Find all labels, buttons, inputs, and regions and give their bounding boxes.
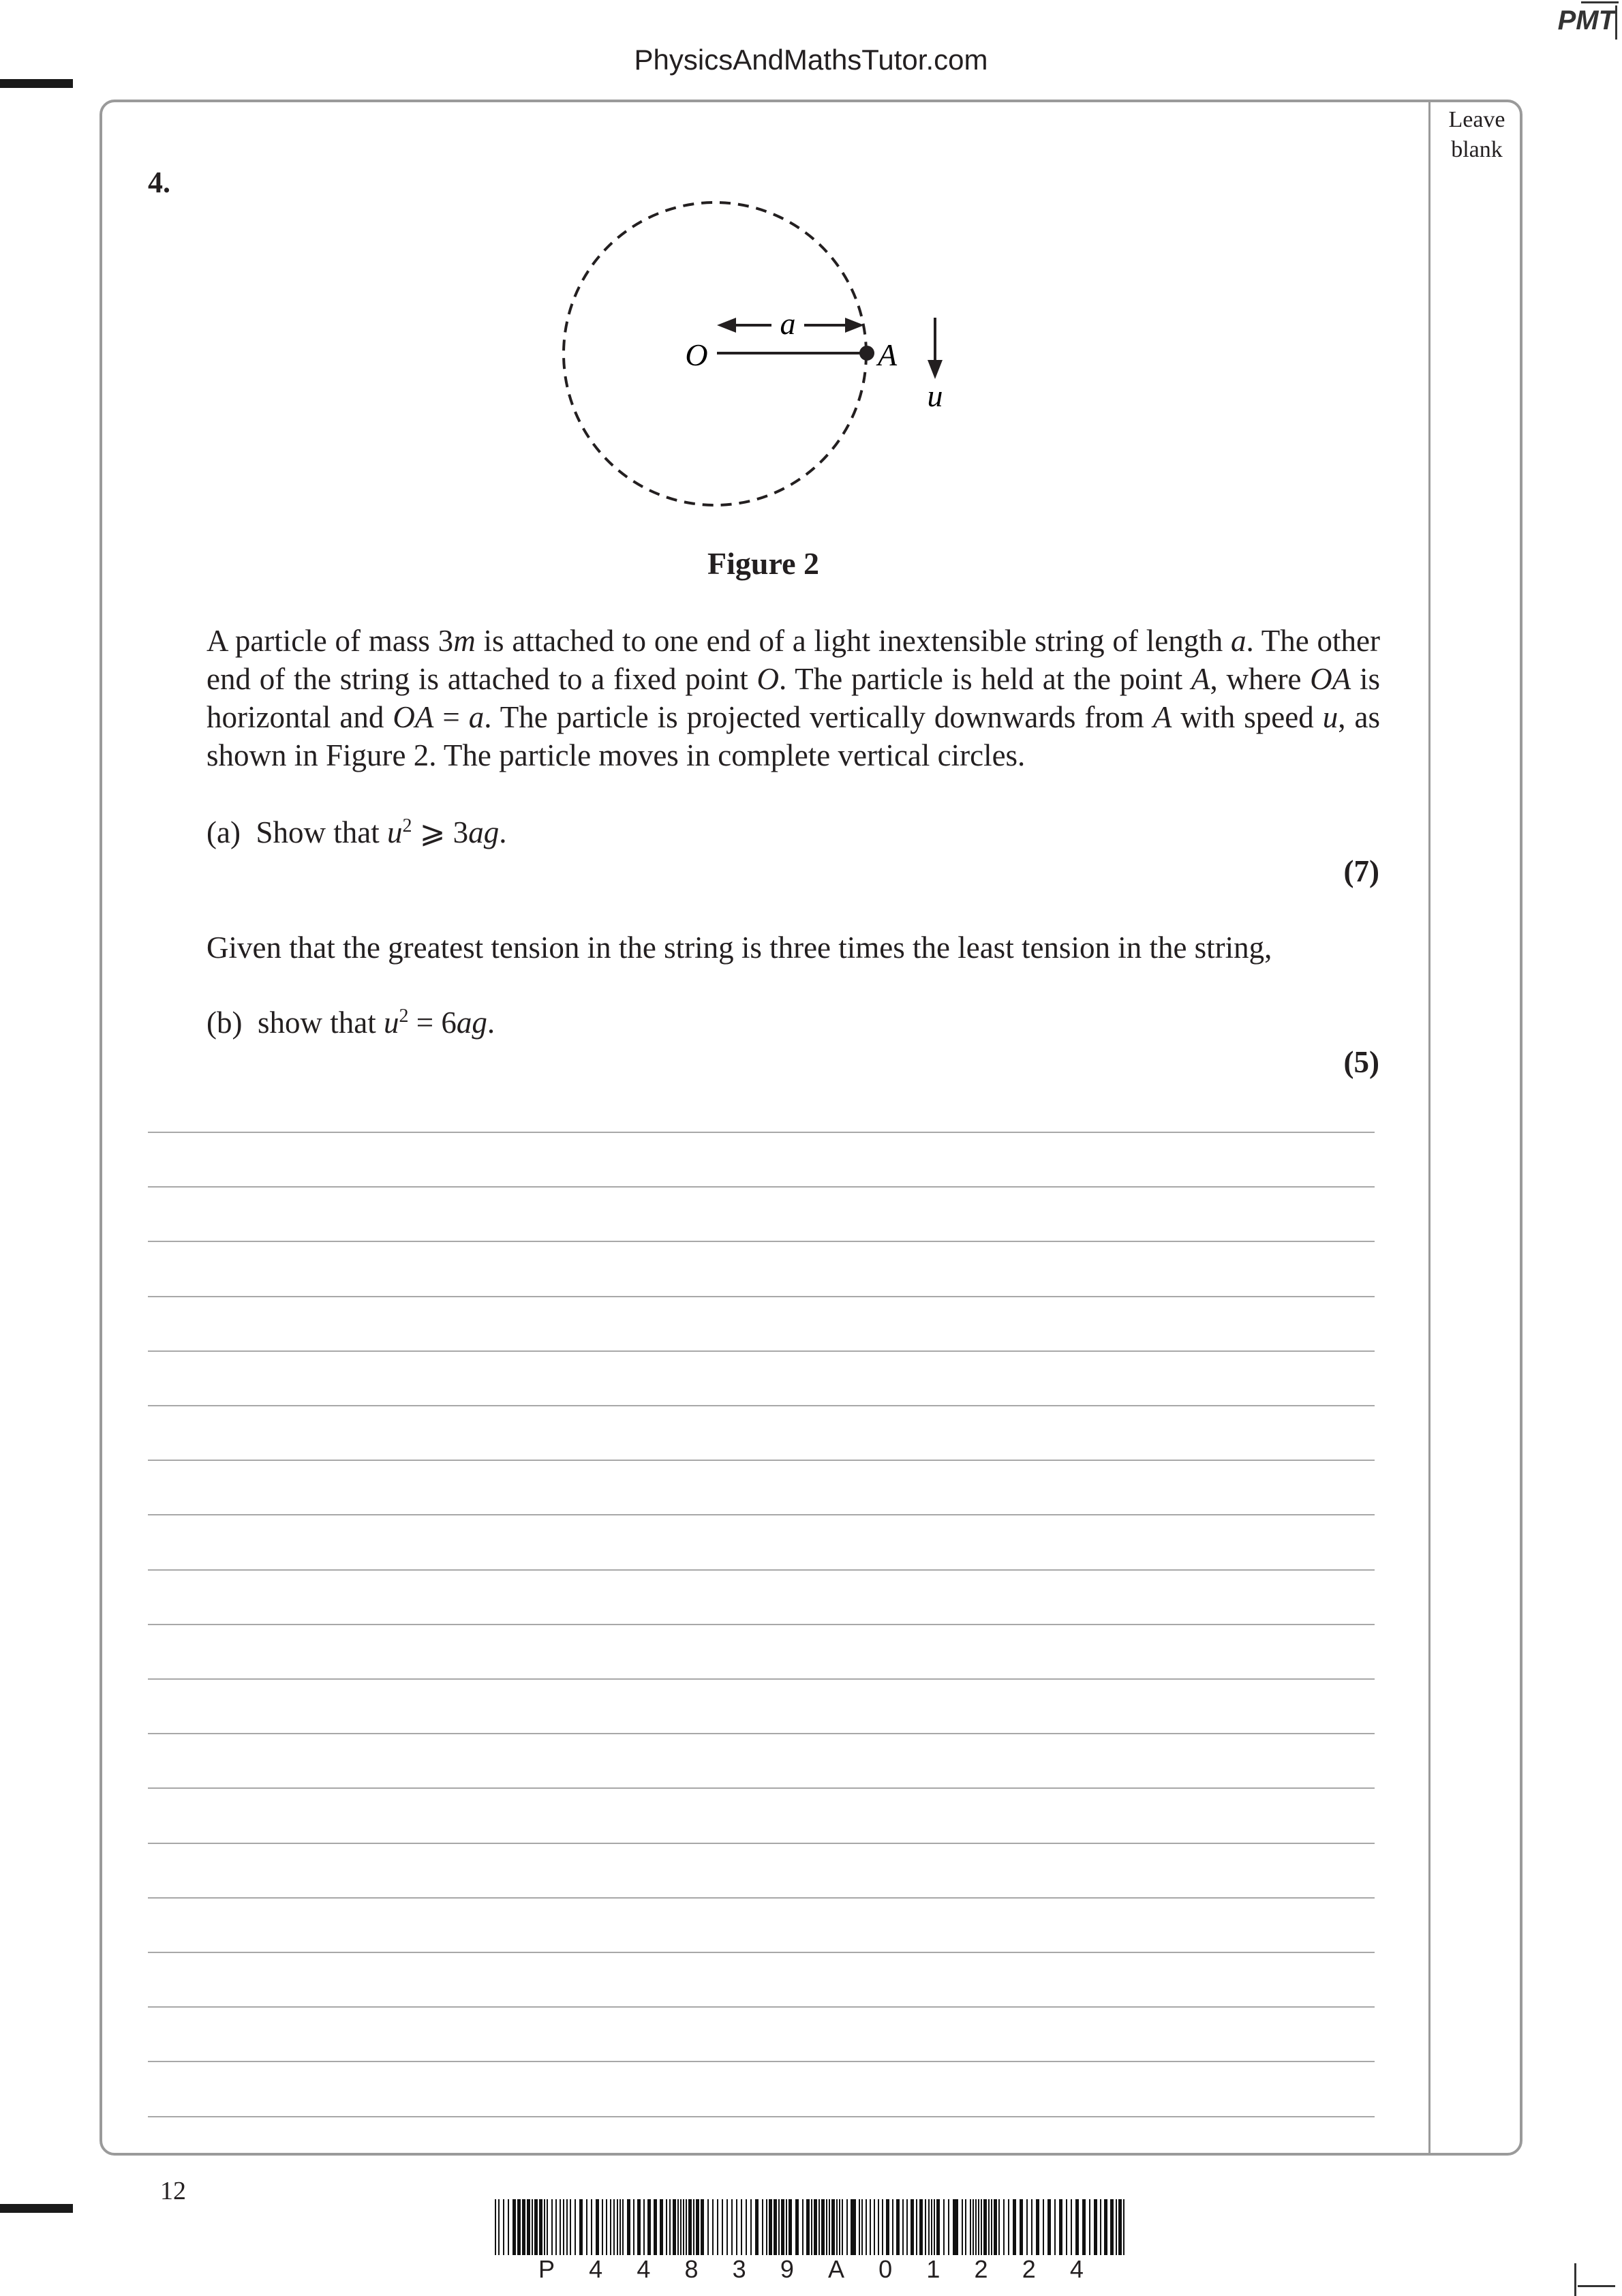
- barcode-bar: [874, 2199, 875, 2255]
- barcode-bar: [826, 2199, 827, 2255]
- label-A: A: [877, 337, 898, 372]
- barcode-bar: [836, 2199, 838, 2255]
- barcode-bar: [811, 2199, 812, 2255]
- barcode-bar: [566, 2199, 568, 2255]
- barcode-char: P: [538, 2255, 555, 2283]
- barcode-bar: [948, 2199, 949, 2255]
- question-text: A particle of mass 3m is attached to one end of a light inextensible string of length a. The other end of the string is attached to a fixed point O. The particle is held at the point A, where OA is horizontal and OA = a. The particle is projected vertically downwards from A with speed u, as shown in Figure 2. The particle moves in complete vertical circles.: [206, 624, 1381, 772]
- barcode-bar: [994, 2199, 997, 2255]
- barcode-char: 0: [878, 2255, 893, 2283]
- barcode-bar: [596, 2199, 599, 2255]
- label-u: u: [927, 378, 943, 413]
- part-b-label: (b): [206, 1006, 243, 1040]
- marks-a: (7): [1343, 854, 1379, 888]
- barcode-bar: [892, 2199, 893, 2255]
- barcode-bar: [602, 2199, 603, 2255]
- barcode-bar: [1036, 2199, 1039, 2255]
- barcode-bar: [512, 2199, 516, 2255]
- barcode-bar: [1089, 2199, 1090, 2255]
- barcode-bar: [802, 2199, 804, 2255]
- barcode-bar: [1110, 2199, 1114, 2255]
- barcode-bar: [882, 2199, 883, 2255]
- answer-line[interactable]: [148, 1132, 1375, 1133]
- barcode-bar: [1082, 2199, 1086, 2255]
- barcode-bar: [934, 2199, 935, 2255]
- barcode-bar: [1118, 2199, 1122, 2255]
- barcode-bar: [861, 2199, 863, 2255]
- barcode-bar: [560, 2199, 561, 2255]
- site-header: PhysicsAndMathsTutor.com: [634, 44, 988, 76]
- barcode-bar: [970, 2199, 971, 2255]
- barcode-bar: [503, 2199, 504, 2255]
- barcode-bar: [851, 2199, 856, 2255]
- answer-line[interactable]: [148, 1843, 1375, 1844]
- barcode-bar: [688, 2199, 692, 2255]
- barcode-bar: [839, 2199, 840, 2255]
- answer-line[interactable]: [148, 1514, 1375, 1515]
- barcode-bar: [633, 2199, 634, 2255]
- barcode-bar: [563, 2199, 564, 2255]
- barcode-bar: [677, 2199, 679, 2255]
- barcode-bar: [906, 2199, 908, 2255]
- answer-line[interactable]: [148, 1186, 1375, 1188]
- barcode-bar: [1059, 2199, 1062, 2255]
- barcode-bar: [534, 2199, 538, 2255]
- barcode-bar: [831, 2199, 835, 2255]
- barcode-bar: [555, 2199, 557, 2255]
- barcode-bar: [806, 2199, 810, 2255]
- barcode-bar: [925, 2199, 926, 2255]
- barcode-bar: [1031, 2199, 1032, 2255]
- barcode-bar: [666, 2199, 667, 2255]
- leave-blank-divider: [1428, 101, 1430, 2154]
- barcode-bar: [981, 2199, 982, 2255]
- barcode-bar: [781, 2199, 784, 2255]
- barcode-bar: [962, 2199, 963, 2255]
- barcode-char: 4: [589, 2255, 603, 2283]
- barcode-bar: [755, 2199, 759, 2255]
- barcode-bar: [619, 2199, 621, 2255]
- part-a-label: (a): [206, 815, 241, 849]
- barcode-bar: [539, 2199, 542, 2255]
- barcode-bar: [610, 2199, 611, 2255]
- barcode-bar: [762, 2199, 763, 2255]
- barcode-bar: [1100, 2199, 1101, 2255]
- barcode-char: 9: [780, 2255, 794, 2283]
- barcode-char: 2: [974, 2255, 988, 2283]
- barcode-bar: [1013, 2199, 1016, 2255]
- page-number: 12: [160, 2177, 186, 2205]
- barcode-bar: [643, 2199, 645, 2255]
- barcode-bar: [1116, 2199, 1117, 2255]
- barcode: [495, 2199, 1129, 2255]
- barcode-bar: [717, 2199, 718, 2255]
- barcode-bar: [991, 2199, 992, 2255]
- barcode-bar: [508, 2199, 509, 2255]
- barcode-bar: [911, 2199, 914, 2255]
- figure-caption: Figure 2: [707, 546, 819, 581]
- barcode-bar: [606, 2199, 607, 2255]
- barcode-bar: [896, 2199, 900, 2255]
- marks-b: (5): [1343, 1045, 1379, 1079]
- barcode-bar: [527, 2199, 530, 2255]
- barcode-bar: [786, 2199, 787, 2255]
- barcode-bar: [669, 2199, 671, 2255]
- barcode-bar: [1003, 2199, 1005, 2255]
- part-a: (a) Show that $u^2$ ⩾ 3ag.: [206, 815, 507, 849]
- margin-bar: [0, 2204, 73, 2213]
- leave-label: Leave: [1448, 107, 1505, 132]
- answer-line[interactable]: [148, 1787, 1375, 1789]
- barcode-bar: [795, 2199, 799, 2255]
- answer-line[interactable]: [148, 1460, 1375, 1461]
- barcode-bar: [886, 2199, 889, 2255]
- barcode-bar: [878, 2199, 879, 2255]
- margin-bar: [0, 79, 73, 88]
- barcode-bar: [988, 2199, 990, 2255]
- answer-line[interactable]: [148, 2006, 1375, 2008]
- barcode-bar: [660, 2199, 663, 2255]
- barcode-bar: [647, 2199, 651, 2255]
- barcode-bar: [586, 2199, 587, 2255]
- barcode-bar: [1071, 2199, 1072, 2255]
- barcode-bar: [627, 2199, 630, 2255]
- barcode-bar: [859, 2199, 860, 2255]
- barcode-bar: [495, 2199, 496, 2255]
- barcode-bar: [547, 2199, 548, 2255]
- barcode-bar: [1020, 2199, 1023, 2255]
- answer-line[interactable]: [148, 1241, 1375, 1242]
- barcode-bar: [579, 2199, 583, 2255]
- barcode-bar: [829, 2199, 830, 2255]
- barcode-bar: [731, 2199, 733, 2255]
- barcode-bar: [1054, 2199, 1056, 2255]
- barcode-bar: [769, 2199, 772, 2255]
- barcode-char: 4: [1069, 2255, 1084, 2283]
- barcode-bar: [701, 2199, 704, 2255]
- barcode-bar: [814, 2199, 817, 2255]
- barcode-bar: [673, 2199, 676, 2255]
- barcode-char: 8: [684, 2255, 699, 2283]
- barcode-bar: [1075, 2199, 1079, 2255]
- part-b: (b) show that $u^2 = 6ag$.: [206, 1006, 495, 1040]
- barcode-bar: [919, 2199, 923, 2255]
- barcode-bar: [928, 2199, 930, 2255]
- barcode-bar: [591, 2199, 592, 2255]
- barcode-bar: [1047, 2199, 1051, 2255]
- pmt-logo: PMT: [1557, 5, 1615, 35]
- barcode-bar: [522, 2199, 525, 2255]
- answer-line[interactable]: [148, 1897, 1375, 1899]
- barcode-bar: [774, 2199, 777, 2255]
- barcode-bar: [750, 2199, 752, 2255]
- barcode-bar: [916, 2199, 917, 2255]
- barcode-char: 1: [926, 2255, 940, 2283]
- answer-line[interactable]: [148, 1569, 1375, 1571]
- barcode-bar: [821, 2199, 825, 2255]
- corner-mark: [1615, 5, 1617, 40]
- barcode-bar: [936, 2199, 940, 2255]
- barcode-bar: [953, 2199, 958, 2255]
- barcode-char: A: [828, 2255, 845, 2283]
- barcode-bar: [654, 2199, 657, 2255]
- given-text: Given that the greatest tension in the string is three times the least tension in the string,: [206, 931, 1272, 965]
- barcode-bar: [1008, 2199, 1009, 2255]
- barcode-char: 3: [732, 2255, 746, 2283]
- barcode-bar: [998, 2199, 1000, 2255]
- barcode-bar: [978, 2199, 979, 2255]
- barcode-bar: [1123, 2199, 1124, 2255]
- barcode-text: [538, 2255, 1084, 2284]
- barcode-bar: [1043, 2199, 1044, 2255]
- barcode-bar: [741, 2199, 742, 2255]
- barcode-bar: [680, 2199, 682, 2255]
- barcode-char: 2: [1022, 2255, 1036, 2283]
- answer-line[interactable]: [148, 1733, 1375, 1734]
- barcode-bar: [686, 2199, 687, 2255]
- barcode-bar: [617, 2199, 618, 2255]
- answer-line[interactable]: [148, 1624, 1375, 1625]
- barcode-bar: [1094, 2199, 1097, 2255]
- barcode-bar: [693, 2199, 694, 2255]
- barcode-bar: [766, 2199, 767, 2255]
- question-number: 4.: [148, 166, 170, 199]
- answer-line[interactable]: [148, 1296, 1375, 1297]
- barcode-bar: [551, 2199, 553, 2255]
- corner-mark: [1578, 2285, 1615, 2287]
- corner-mark: [1581, 1, 1619, 3]
- corner-mark: [1574, 2263, 1576, 2296]
- barcode-bar: [517, 2199, 521, 2255]
- barcode-bar: [870, 2199, 871, 2255]
- particle: [859, 346, 874, 361]
- barcode-bar: [1066, 2199, 1067, 2255]
- blank-label: blank: [1451, 137, 1503, 162]
- barcode-bar: [789, 2199, 792, 2255]
- figure-2-diagram: [532, 177, 1009, 532]
- barcode-bar: [622, 2199, 624, 2255]
- answer-line[interactable]: [148, 2061, 1375, 2062]
- barcode-bar: [544, 2199, 545, 2255]
- barcode-bar: [613, 2199, 615, 2255]
- answer-line[interactable]: [148, 1350, 1375, 1352]
- barcode-bar: [637, 2199, 641, 2255]
- barcode-bar: [712, 2199, 714, 2255]
- barcode-bar: [575, 2199, 576, 2255]
- answer-line[interactable]: [148, 1952, 1375, 1953]
- barcode-bar: [726, 2199, 728, 2255]
- answer-line[interactable]: [148, 1405, 1375, 1406]
- label-a: a: [780, 306, 796, 341]
- barcode-bar: [983, 2199, 987, 2255]
- barcode-bar: [975, 2199, 977, 2255]
- label-O: O: [685, 337, 708, 372]
- barcode-bar: [683, 2199, 684, 2255]
- barcode-bar: [1026, 2199, 1028, 2255]
- barcode-bar: [736, 2199, 737, 2255]
- barcode-bar: [965, 2199, 966, 2255]
- barcode-bar: [846, 2199, 848, 2255]
- barcode-bar: [943, 2199, 945, 2255]
- barcode-char: 4: [637, 2255, 651, 2283]
- barcode-bar: [902, 2199, 904, 2255]
- barcode-bar: [498, 2199, 500, 2255]
- barcode-bar: [931, 2199, 932, 2255]
- barcode-bar: [818, 2199, 820, 2255]
- barcode-bar: [707, 2199, 709, 2255]
- barcode-bar: [696, 2199, 699, 2255]
- answer-line[interactable]: [148, 2116, 1375, 2117]
- barcode-bar: [1104, 2199, 1107, 2255]
- barcode-bar: [866, 2199, 867, 2255]
- barcode-bar: [570, 2199, 571, 2255]
- barcode-bar: [842, 2199, 843, 2255]
- barcode-bar: [532, 2199, 533, 2255]
- barcode-bar: [722, 2199, 723, 2255]
- leave-blank-label: [1431, 105, 1522, 165]
- barcode-bar: [973, 2199, 974, 2255]
- answer-line[interactable]: [148, 1678, 1375, 1680]
- barcode-bar: [778, 2199, 780, 2255]
- barcode-bar: [746, 2199, 747, 2255]
